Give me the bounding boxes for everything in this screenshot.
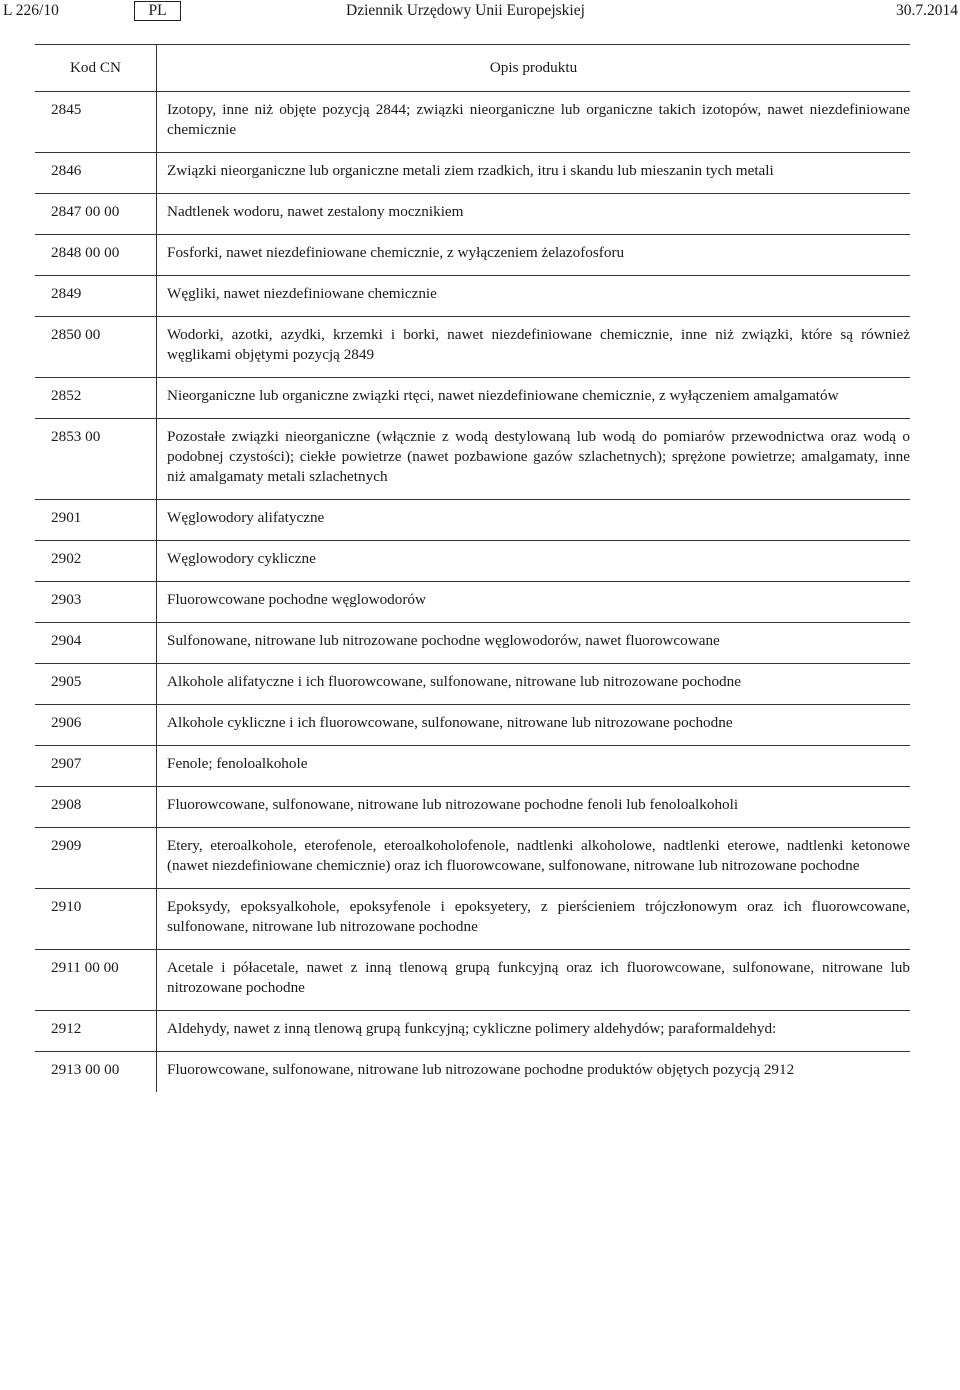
page-reference: L 226/10 xyxy=(3,2,59,19)
table-row xyxy=(35,419,910,500)
table-row xyxy=(35,500,910,541)
description-cell: Sulfonowane, nitrowane lub nitrozowane pochodne węglowodorów, nawet fluorowcowane xyxy=(157,623,911,664)
table-header-row xyxy=(35,45,910,92)
table-row xyxy=(35,746,910,787)
table-row xyxy=(35,623,910,664)
description-cell: Fluorowcowane pochodne węglowodorów xyxy=(157,582,911,623)
description-cell: Fenole; fenoloalkohole xyxy=(157,746,911,787)
table-row xyxy=(35,787,910,828)
cn-code-cell: 2902 xyxy=(35,541,157,582)
table-row xyxy=(35,950,910,1011)
description-cell: Etery, eteroalkohole, eterofenole, eteroalkoholofenole, nadtlenki alkoholowe, nadtlenki eterowe, nadtlenki ketonowe (nawet niezdefiniowane chemicznie) oraz ich fluorowcowane, sulfonowane, nitrowane lub nitrozowane pochodne xyxy=(157,828,911,889)
description-cell: Związki nieorganiczne lub organiczne metali ziem rzadkich, itru i skandu lub mieszanin tych metali xyxy=(157,153,911,194)
description-cell: Pozostałe związki nieorganiczne (włącznie z wodą destylowaną lub wodą do pomiarów przewodnictwa oraz wodą o podobnej czystości); ciekłe powietrze (nawet pozbawione gazów szlachetnych); sprężone powietrze; amalgamaty, inne niż amalgamaty metali szlachetnych xyxy=(157,419,911,500)
column-header-code: Kod CN xyxy=(35,45,157,92)
description-cell: Węgliki, nawet niezdefiniowane chemicznie xyxy=(157,276,911,317)
table-row xyxy=(35,705,910,746)
table-row xyxy=(35,541,910,582)
table-row xyxy=(35,276,910,317)
cn-code-cell: 2849 xyxy=(35,276,157,317)
table-row xyxy=(35,1011,910,1052)
table-row xyxy=(35,317,910,378)
table-row xyxy=(35,153,910,194)
table-row xyxy=(35,582,910,623)
cn-code-cell: 2911 00 00 xyxy=(35,950,157,1011)
description-cell: Izotopy, inne niż objęte pozycją 2844; związki nieorganiczne lub organiczne takich izotopów, nawet niezdefiniowane chemicznie xyxy=(157,92,911,153)
cn-code-cell: 2852 xyxy=(35,378,157,419)
table-row xyxy=(35,1052,910,1093)
language-badge: PL xyxy=(134,1,181,21)
table-row xyxy=(35,664,910,705)
cn-code-cell: 2850 00 xyxy=(35,317,157,378)
cn-code-cell: 2847 00 00 xyxy=(35,194,157,235)
cn-code-cell: 2845 xyxy=(35,92,157,153)
table-row xyxy=(35,378,910,419)
cn-code-cell: 2904 xyxy=(35,623,157,664)
column-header-description: Opis produktu xyxy=(157,45,911,92)
description-cell: Wodorki, azotki, azydki, krzemki i borki, nawet niezdefiniowane chemicznie, inne niż związki, które są również węglikami objętymi pozycją 2849 xyxy=(157,317,911,378)
cn-code-cell: 2905 xyxy=(35,664,157,705)
table-row xyxy=(35,92,910,153)
description-cell: Alkohole cykliczne i ich fluorowcowane, sulfonowane, nitrowane lub nitrozowane pochodne xyxy=(157,705,911,746)
cn-code-cell: 2907 xyxy=(35,746,157,787)
description-cell: Węglowodory alifatyczne xyxy=(157,500,911,541)
table-row xyxy=(35,194,910,235)
description-cell: Acetale i półacetale, nawet z inną tlenową grupą funkcyjną oraz ich fluorowcowane, sulfonowane, nitrowane lub nitrozowane pochodne xyxy=(157,950,911,1011)
cn-code-cell: 2848 00 00 xyxy=(35,235,157,276)
description-cell: Węglowodory cykliczne xyxy=(157,541,911,582)
cn-code-cell: 2913 00 00 xyxy=(35,1052,157,1093)
cn-code-table xyxy=(35,44,910,1092)
publication-date: 30.7.2014 xyxy=(896,2,958,19)
description-cell: Fluorowcowane, sulfonowane, nitrowane lub nitrozowane pochodne fenoli lub fenoloalkoholi xyxy=(157,787,911,828)
cn-code-cell: 2906 xyxy=(35,705,157,746)
table-row xyxy=(35,828,910,889)
description-cell: Nieorganiczne lub organiczne związki rtęci, nawet niezdefiniowane chemicznie, z wyłączeniem amalgamatów xyxy=(157,378,911,419)
description-cell: Alkohole alifatyczne i ich fluorowcowane, sulfonowane, nitrowane lub nitrozowane pochodne xyxy=(157,664,911,705)
description-cell: Fosforki, nawet niezdefiniowane chemicznie, z wyłączeniem żelazofosforu xyxy=(157,235,911,276)
description-cell: Nadtlenek wodoru, nawet zestalony mocznikiem xyxy=(157,194,911,235)
cn-code-cell: 2912 xyxy=(35,1011,157,1052)
cn-code-cell: 2908 xyxy=(35,787,157,828)
cn-code-cell: 2846 xyxy=(35,153,157,194)
description-cell: Aldehydy, nawet z inną tlenową grupą funkcyjną; cykliczne polimery aldehydów; paraformaldehyd: xyxy=(157,1011,911,1052)
page-header xyxy=(0,0,960,26)
cn-code-cell: 2903 xyxy=(35,582,157,623)
journal-title: Dziennik Urzędowy Unii Europejskiej xyxy=(346,2,585,19)
table-body xyxy=(35,92,910,1093)
description-cell: Epoksydy, epoksyalkohole, epoksyfenole i epoksyetery, z pierścieniem trójczłonowym oraz ich fluorowcowane, sulfonowane, nitrowane lub nitrozowane pochodne xyxy=(157,889,911,950)
description-cell: Fluorowcowane, sulfonowane, nitrowane lub nitrozowane pochodne produktów objętych pozycją 2912 xyxy=(167,1061,795,1078)
cn-code-cell: 2910 xyxy=(35,889,157,950)
cn-code-cell: 2909 xyxy=(35,828,157,889)
table-row xyxy=(35,889,910,950)
table-row xyxy=(35,235,910,276)
cn-code-cell: 2853 00 xyxy=(35,419,157,500)
cn-code-cell: 2901 xyxy=(35,500,157,541)
